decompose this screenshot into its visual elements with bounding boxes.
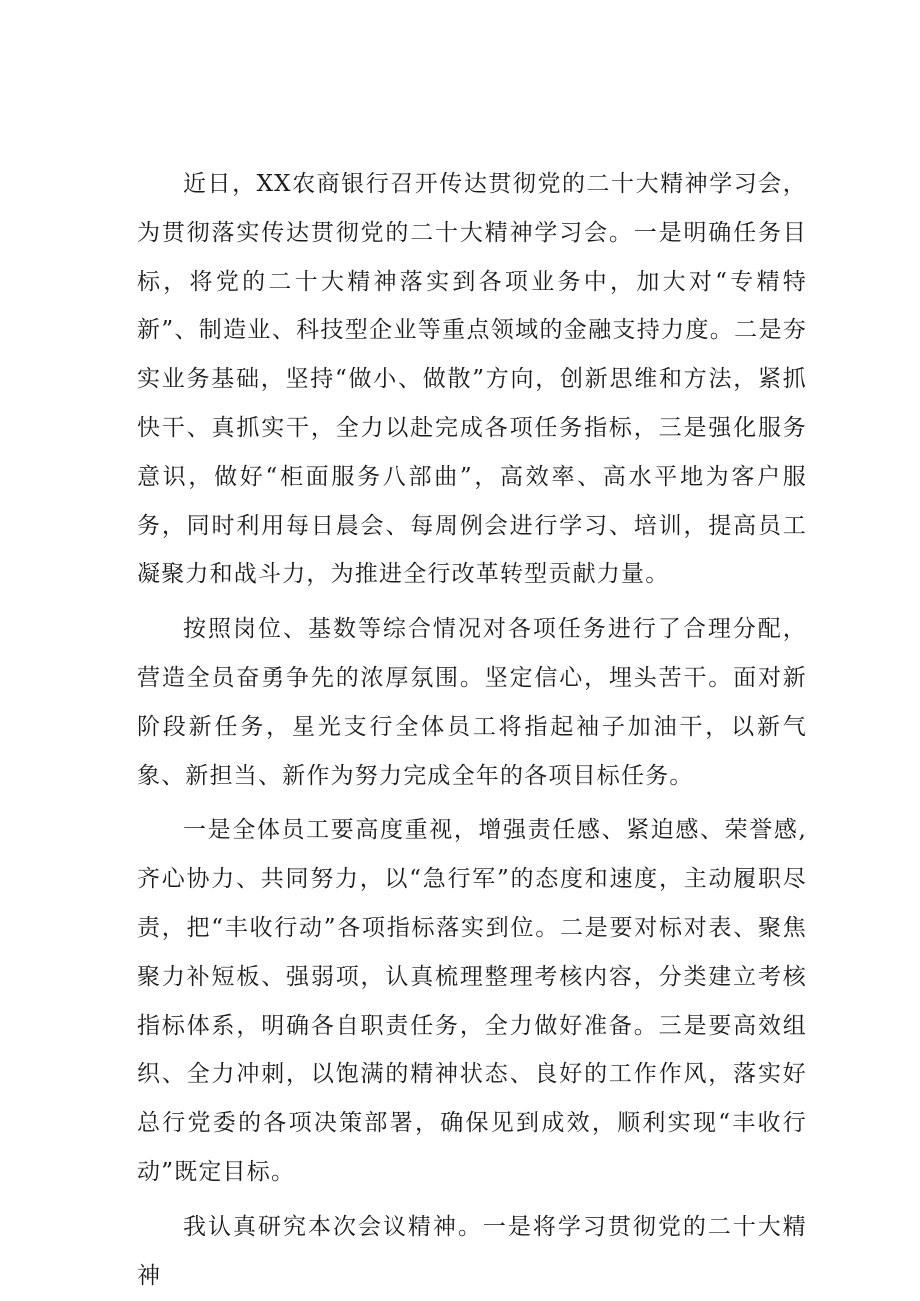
- paragraph-4: 我认真研究本次会议精神。一是将学习贯彻党的二十大精神: [137, 1213, 807, 1289]
- paragraph-1: 近日，XX农商银行召开传达贯彻党的二十大精神学习会，为贯彻落实传达贯彻党的二十大精神学习会。一是明确任务目标，将党的二十大精神落实到各项业务中，加大对“专精特新”、制造业、科技型企业等重点领域的金融支持力度。二是夯实业务基础，坚持“做小、做散”方向，创新思维和方法，紧抓快干、真抓实干，全力以赴完成各项任务指标，三是强化服务意识，做好“柜面服务八部曲”，高效率、高水平地为客户服务，同时利用每日晨会、每周例会进行学习、培训，提高员工凝聚力和战斗力，为推进全行改革转型贡献力量。: [137, 171, 807, 588]
- paragraph-3: 一是全体员工要高度重视，增强责任感、紧迫感、荣誉感,齐心协力、共同努力，以“急行军”的态度和速度，主动履职尽责，把“丰收行动”各项指标落实到位。二是要对标对表、聚焦聚力补短板、强弱项，认真梳理整理考核内容，分类建立考核指标体系，明确各自职责任务，全力做好准备。三是要高效组织、全力冲刺，以饱满的精神状态、良好的工作作风，落实好总行党委的各项决策部署，确保见到成效，顺利实现“丰收行动”既定目标。: [137, 817, 807, 1185]
- document-body: [137, 160, 807, 1300]
- paragraph-2: 按照岗位、基数等综合情况对各项任务进行了合理分配，营造全员奋勇争先的浓厚氛围。坚定信心，埋头苦干。面对新阶段新任务，星光支行全体员工将指起袖子加油干，以新气象、新担当、新作为努力完成全年的各项目标任务。: [137, 616, 807, 789]
